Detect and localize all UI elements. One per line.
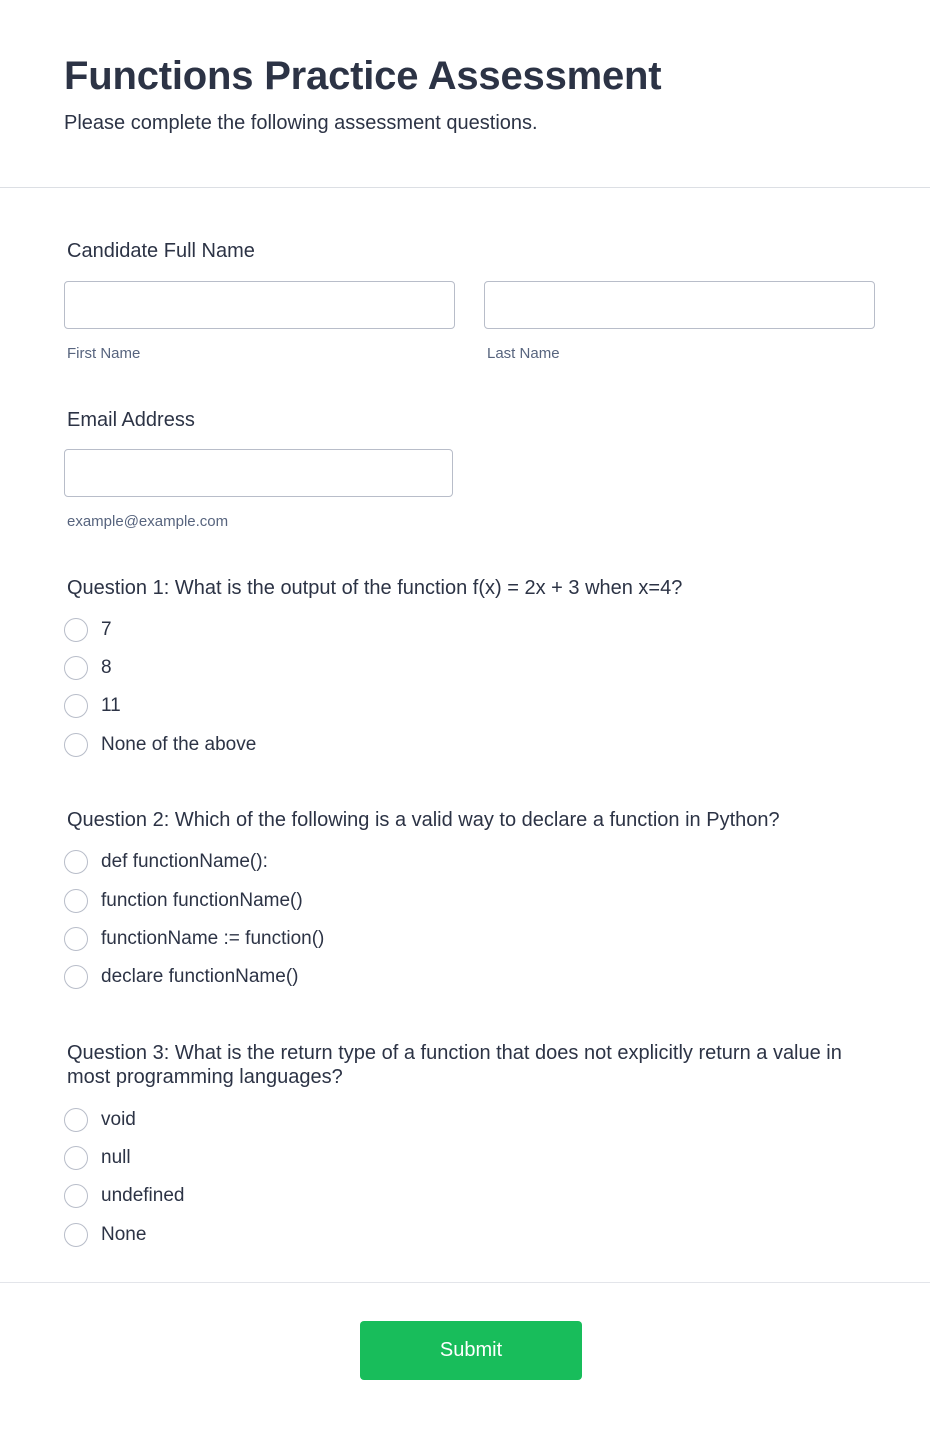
question-2-option-3[interactable] bbox=[64, 926, 324, 952]
question-2-text: Question 2: Which of the following is a valid way to declare a function in Python? bbox=[67, 809, 780, 831]
option-label: function functionName() bbox=[101, 890, 303, 911]
radio-button[interactable] bbox=[64, 1108, 88, 1132]
option-label: 7 bbox=[101, 619, 112, 640]
question-3-option-2[interactable] bbox=[64, 1145, 131, 1171]
email-label: Email Address bbox=[67, 409, 195, 431]
question-3-text: Question 3: What is the return type of a function that does not explicitly return a value in most programming languages? bbox=[67, 1042, 842, 1088]
radio-button[interactable] bbox=[64, 965, 88, 989]
option-label: None bbox=[101, 1224, 147, 1245]
radio-button[interactable] bbox=[64, 850, 88, 874]
option-label: undefined bbox=[101, 1185, 185, 1206]
first-name-sublabel: First Name bbox=[67, 345, 141, 362]
radio-button[interactable] bbox=[64, 1223, 88, 1247]
email-input[interactable] bbox=[64, 449, 453, 497]
page-subtitle: Please complete the following assessment questions. bbox=[64, 112, 538, 134]
question-1-option-1[interactable] bbox=[64, 617, 112, 643]
last-name-sublabel: Last Name bbox=[487, 345, 560, 362]
option-label: 11 bbox=[101, 695, 121, 716]
option-label: def functionName(): bbox=[101, 851, 268, 872]
radio-button[interactable] bbox=[64, 889, 88, 913]
question-3-option-4[interactable] bbox=[64, 1222, 146, 1248]
question-1-option-2[interactable] bbox=[64, 655, 112, 681]
email-sublabel: example@example.com bbox=[67, 513, 229, 530]
question-2-option-2[interactable] bbox=[64, 888, 303, 914]
radio-button[interactable] bbox=[64, 733, 88, 757]
question-1-text: Question 1: What is the output of the function f(x) = 2x + 3 when x=4? bbox=[67, 577, 683, 599]
option-label: null bbox=[101, 1147, 131, 1168]
question-2-option-1[interactable] bbox=[64, 849, 268, 875]
radio-button[interactable] bbox=[64, 694, 88, 718]
radio-button[interactable] bbox=[64, 1184, 88, 1208]
radio-button[interactable] bbox=[64, 656, 88, 680]
footer-divider bbox=[0, 1282, 930, 1283]
question-3-option-1[interactable] bbox=[64, 1107, 136, 1133]
last-name-input[interactable] bbox=[484, 281, 875, 329]
full-name-label: Candidate Full Name bbox=[67, 240, 255, 262]
form-header bbox=[0, 0, 930, 188]
option-label: functionName := function() bbox=[101, 928, 325, 949]
question-1-option-3[interactable] bbox=[64, 693, 121, 719]
page-title: Functions Practice Assessment bbox=[64, 54, 662, 98]
question-2-option-4[interactable] bbox=[64, 964, 298, 990]
submit-button[interactable]: Submit bbox=[360, 1321, 582, 1380]
radio-button[interactable] bbox=[64, 618, 88, 642]
radio-button[interactable] bbox=[64, 1146, 88, 1170]
radio-button[interactable] bbox=[64, 927, 88, 951]
option-label: void bbox=[101, 1109, 136, 1130]
option-label: None of the above bbox=[101, 734, 257, 755]
question-1-option-4[interactable] bbox=[64, 732, 256, 758]
first-name-input[interactable] bbox=[64, 281, 455, 329]
option-label: declare functionName() bbox=[101, 966, 299, 987]
option-label: 8 bbox=[101, 657, 112, 678]
question-3-option-3[interactable] bbox=[64, 1183, 184, 1209]
